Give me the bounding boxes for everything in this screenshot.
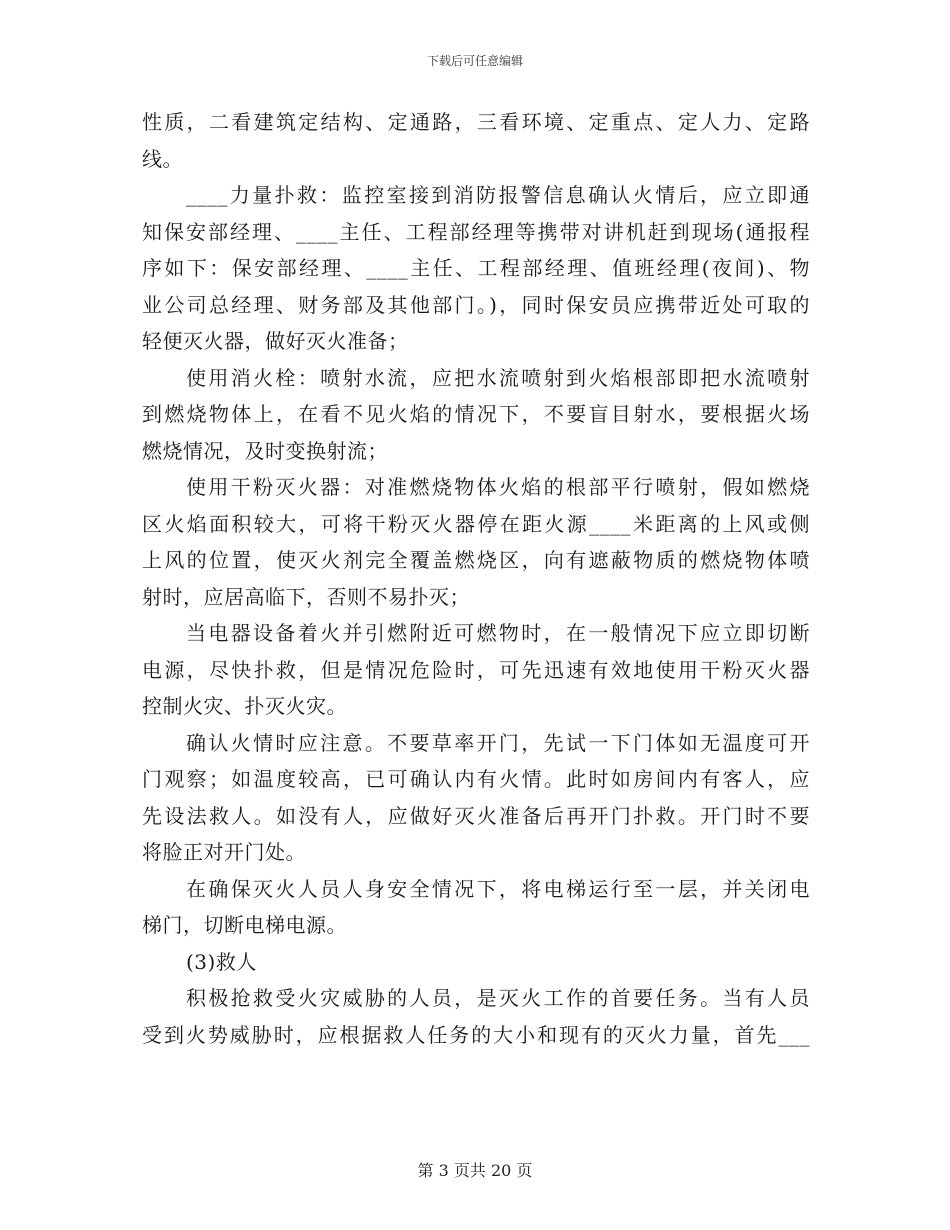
text-line: 轻便灭火器，做好灭火准备；	[142, 329, 409, 353]
text-line: 确认火情时应注意。不要草率开门，先试一下门体如无温度可开	[186, 730, 810, 755]
text-line: 控制火灾、扑灭火灾。	[142, 694, 347, 718]
text-line: 使用干粉灭火器：对准燃烧物体火焰的根部平行喷射，假如燃烧	[186, 475, 810, 499]
text-line: 序如下：保安部经理、____主任、工程部经理、值班经理(夜间)、物	[142, 256, 810, 280]
text-line: 先设法救人。如没有人，应做好灭火准备后再开门扑救。开门时不要	[142, 803, 810, 828]
text-line: ____力量扑救：监控室接到消防报警信息确认火情后，应立即通	[186, 183, 810, 207]
text-line: 门观察；如温度较高，已可确认内有火情。此时如房间内有客人，应	[142, 767, 810, 791]
text-line: 业公司总经理、财务部及其他部门。)，同时保安员应携带近处可取的	[142, 292, 810, 317]
text-line: 射时，应居高临下，否则不易扑灭；	[142, 584, 470, 609]
text-line: 使用消火栓：喷射水流，应把水流喷射到火焰根部即把水流喷射	[186, 365, 810, 390]
section-heading: (3)救人	[186, 949, 257, 974]
text-line: 区火焰面积较大，可将干粉灭火器停在距火源____米距离的上风或侧	[142, 511, 810, 536]
text-line: 积极抢救受火灾威胁的人员，是灭火工作的首要任务。当有人员	[186, 986, 810, 1010]
text-line: 性质，二看建筑定结构、定通路，三看环境、定重点、定人力、定路	[142, 110, 810, 134]
text-line: 当电器设备着火并引燃附近可燃物时，在一般情况下应立即切断	[186, 621, 810, 645]
text-line: 燃烧情况，及时变换射流；	[142, 438, 388, 463]
text-line: 受到火势威胁时，应根据救人任务的大小和现有的灭火力量，首先___	[142, 1022, 810, 1047]
document-body	[142, 104, 810, 1053]
text-line: 在确保灭火人员人身安全情况下，将电梯运行至一层，并关闭电	[186, 876, 810, 901]
text-line: 将脸正对开门处。	[142, 840, 306, 864]
text-line: 梯门，切断电梯电源。	[142, 913, 347, 937]
text-line: 到燃烧物体上，在看不见火焰的情况下，不要盲目射水，要根据火场	[142, 402, 810, 426]
page-header: 下载后可任意编辑	[426, 54, 523, 68]
text-line: 知保安部经理、____主任、工程部经理等携带对讲机赶到现场(通报程	[142, 219, 810, 244]
text-line: 电源，尽快扑救，但是情况危险时，可先迅速有效地使用干粉灭火器	[142, 657, 810, 682]
page-number: 第 3 页共 20 页	[417, 1161, 533, 1180]
text-line: 上风的位置，使灭火剂完全覆盖燃烧区，向有遮蔽物质的燃烧物体喷	[142, 548, 810, 572]
text-line: 线。	[142, 146, 183, 171]
